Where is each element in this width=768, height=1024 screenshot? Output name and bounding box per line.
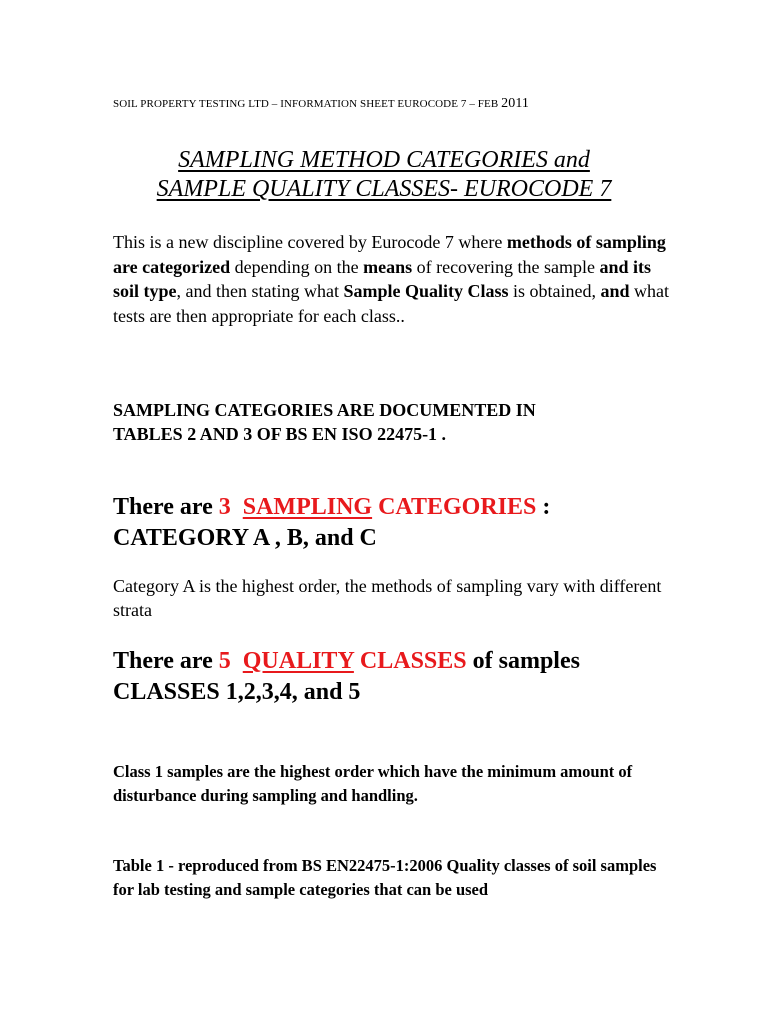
intro-text-5: is obtained,: [508, 281, 601, 301]
title-line-1: SAMPLING METHOD CATEGORIES and: [178, 147, 590, 173]
classes-line-2: CLASSES 1,2,3,4, and 5: [113, 679, 361, 705]
categories-label: CATEGORIES: [378, 494, 537, 520]
quality-classes-heading: [113, 646, 713, 708]
header-text: SOIL PROPERTY TESTING LTD – INFORMATION SHEET EUROCODE 7 – FEB: [113, 98, 502, 110]
documented-line-1: SAMPLING CATEGORIES ARE DOCUMENTED IN: [113, 400, 536, 420]
class-description: Class 1 samples are the highest order which have the minimum amount of disturbance during sampling and handling.: [113, 762, 633, 805]
classes-line-1: [113, 646, 713, 677]
classes-word: QUALITY: [242, 648, 354, 674]
table-caption: Table 1 - reproduced from BS EN22475-1:2006 Quality classes of soil samples for lab testing and sample categories that can be used: [113, 856, 657, 899]
documented-line-2: TABLES 2 AND 3 OF BS EN ISO 22475-1 .: [113, 424, 447, 444]
intro-text-4: , and then stating what: [176, 281, 344, 301]
document-title: [0, 146, 768, 204]
categories-word: SAMPLING: [242, 494, 373, 520]
categories-prefix: There are: [113, 494, 219, 520]
categories-line-2: CATEGORY A , B, and C: [113, 525, 377, 551]
category-description: Category A is the highest order, the methods of sampling vary with different strata: [113, 576, 662, 620]
classes-suffix: of samples: [466, 648, 580, 674]
intro-bold-1: methods of sampling are categorized: [113, 232, 666, 277]
categories-line-1: [113, 492, 713, 523]
classes-prefix: There are: [113, 648, 219, 674]
intro-bold-5: and: [600, 281, 630, 301]
intro-bold-2: means: [363, 256, 413, 277]
classes-label: CLASSES: [359, 648, 467, 674]
intro-bold-3: and its soil type: [113, 256, 652, 301]
intro-bold-4: Sample Quality Class: [343, 281, 509, 301]
classes-count: 5: [218, 648, 231, 674]
header-year: 2011: [501, 96, 530, 111]
documented-statement: [113, 398, 673, 446]
categories-count: 3: [218, 494, 231, 520]
intro-text-6: what tests are then appropriate for each class..: [113, 281, 670, 326]
sampling-categories-heading: [113, 492, 713, 554]
categories-suffix: :: [536, 494, 551, 520]
document-header: [113, 96, 529, 112]
intro-paragraph: [113, 230, 673, 328]
intro-text-3: of recovering the sample: [412, 256, 600, 277]
title-line-2: SAMPLE QUALITY CLASSES- EUROCODE 7: [156, 176, 612, 202]
intro-text-1: This is a new discipline covered by Eurocode 7 where: [113, 232, 507, 252]
intro-text-2: depending on the: [230, 256, 364, 277]
